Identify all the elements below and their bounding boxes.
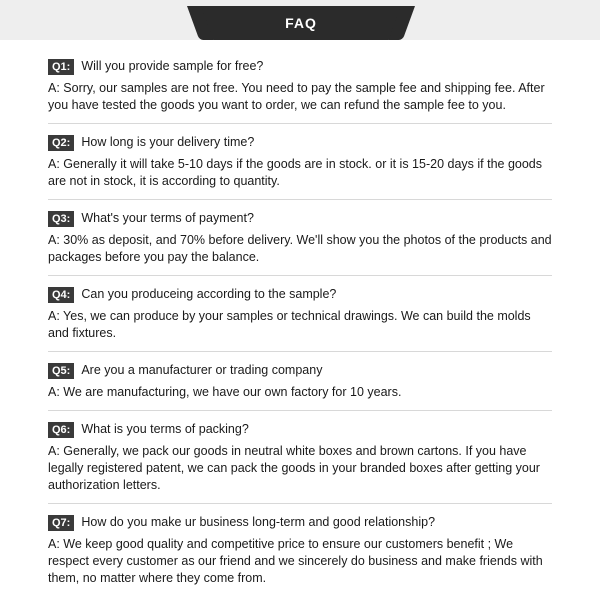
answer-text: A: 30% as deposit, and 70% before delivery. We'll show you the photos of the products and packages before you pay the balance. [48, 233, 552, 264]
question-text: Are you a manufacturer or trading company [81, 363, 323, 377]
faq-question-row [48, 514, 552, 531]
question-tag: Q7: [48, 515, 74, 531]
question-text: Will you provide sample for free? [81, 59, 264, 73]
question-text: How do you make ur business long-term and good relationship? [81, 515, 436, 529]
question-text: What's your terms of payment? [81, 211, 254, 225]
faq-item [48, 134, 552, 200]
question-tag: Q6: [48, 422, 74, 438]
faq-list [0, 40, 600, 596]
question-text: How long is your delivery time? [81, 135, 255, 149]
faq-question-row [48, 362, 552, 379]
question-tag: Q2: [48, 135, 74, 151]
faq-question-row [48, 134, 552, 151]
faq-item [48, 362, 552, 411]
faq-item [48, 286, 552, 352]
faq-question-row [48, 286, 552, 303]
faq-item [48, 514, 552, 596]
faq-question-row [48, 210, 552, 227]
faq-item [48, 210, 552, 276]
faq-question-row [48, 421, 552, 438]
question-tag: Q5: [48, 363, 74, 379]
question-tag: Q4: [48, 287, 74, 303]
answer-text: A: Generally, we pack our goods in neutral white boxes and brown cartons. If you have legally registered patent, we can pack the goods in your branded boxes after getting your authorization letters. [48, 444, 540, 492]
answer-text: A: We keep good quality and competitive price to ensure our customers benefit ; We respect every customer as our friend and we sincerely do business and make friends with them, no matter where they come from. [48, 537, 543, 585]
question-text: What is you terms of packing? [81, 422, 249, 436]
question-text: Can you produceing according to the sample? [81, 287, 337, 301]
answer-text: A: Sorry, our samples are not free. You need to pay the sample fee and shipping fee. After you have tested the goods you want to order, we can refund the sample fee to you. [48, 81, 545, 112]
page-title: FAQ [196, 6, 406, 40]
faq-item [48, 58, 552, 124]
question-tag: Q1: [48, 59, 74, 75]
faq-question-row [48, 58, 552, 75]
question-tag: Q3: [48, 211, 74, 227]
header-band [0, 0, 600, 40]
answer-text: A: We are manufacturing, we have our own factory for 10 years. [48, 385, 402, 399]
answer-text: A: Generally it will take 5-10 days if the goods are in stock. or it is 15-20 days if the goods are not in stock, it is according to quantity. [48, 157, 543, 188]
faq-item [48, 421, 552, 504]
answer-text: A: Yes, we can produce by your samples or technical drawings. We can build the molds and fixtures. [48, 309, 531, 340]
